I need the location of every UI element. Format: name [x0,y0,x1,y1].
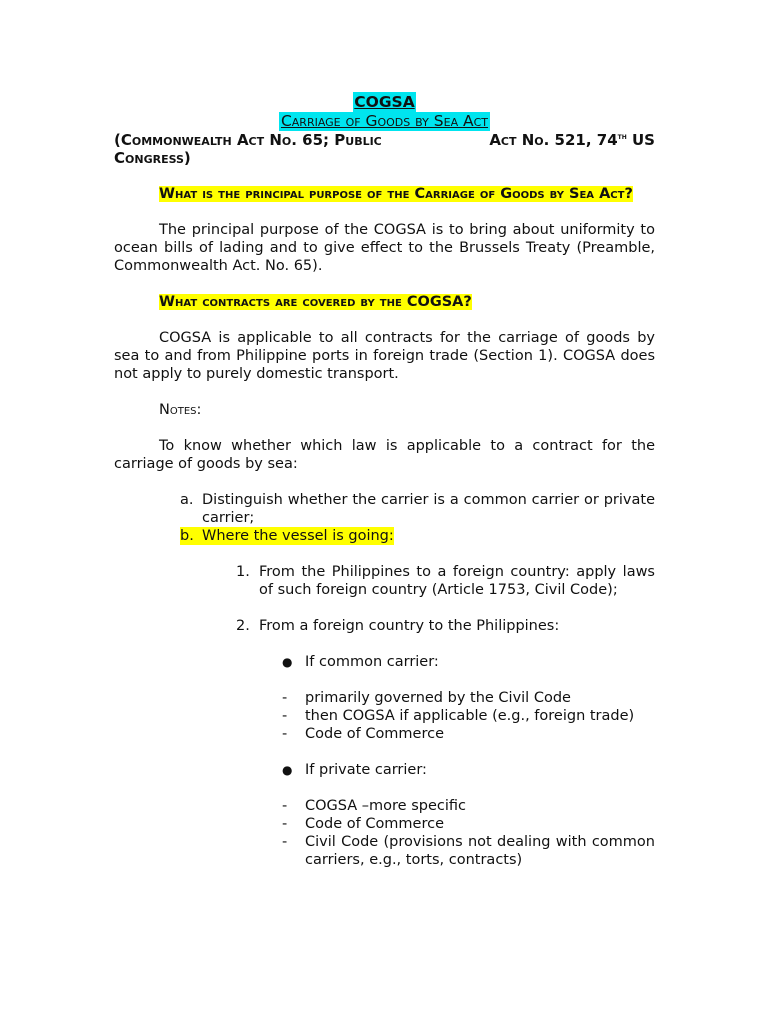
bullet-common-carrier [282,653,655,671]
answer-purpose: The principal purpose of the COGSA is to bring about uniformity to ocean bills of lading and to give effect to the Brussels Treaty (Preamble, Commonwealth Act. No. 65). [114,222,655,274]
list-item [236,563,655,599]
list-text: Distinguish whether the carrier is a common carrier or private carrier; [202,492,655,526]
answer-coverage: COGSA is applicable to all contracts for the carriage of goods by sea to and from Philippine ports in foreign trade (Section 1). COGSA does not apply to purely domestic transport. [114,330,655,382]
list-item [282,653,655,671]
list-item [282,761,655,779]
document-page [114,92,655,869]
list-text: then COGSA if applicable (e.g., foreign trade) [305,708,635,724]
act-reference-line2: Congress) [114,149,191,167]
act-reference-right [489,131,655,149]
list-marker: a. [180,492,194,508]
question-coverage [114,293,655,311]
list-marker: 2. [236,618,250,634]
notes-intro: To know whether which law is applicable to a contract for the carriage of goods by sea: [114,438,655,472]
list-text: Civil Code (provisions not dealing with common carriers, e.g., torts, contracts) [305,834,655,868]
question-purpose-text: What is the principal purpose of the Carriage of Goods by Sea Act? [159,186,633,202]
act-country: US [626,131,655,149]
dash-marker: - [282,690,288,706]
bullet-icon: ● [282,655,293,669]
list-item [180,527,655,545]
list-text: If private carrier: [305,762,427,778]
list-text: Code of Commerce [305,726,445,742]
question-coverage-text: What contracts are covered by the COGSA? [159,294,472,310]
bullet-private-carrier [282,761,655,779]
question-purpose [114,185,655,203]
list-item [282,725,655,743]
list-item [282,797,655,815]
list-item [236,617,655,635]
list-text: From the Philippines to a foreign country: apply laws of such foreign country (Article 1753, Civil Code); [259,564,655,598]
act-superscript: th [617,132,627,141]
act-reference [114,131,655,149]
list-text: Where the vessel is going: [202,528,394,544]
list-text: If common carrier: [305,654,439,670]
bullet-icon: ● [282,763,293,777]
title-row [114,92,655,112]
list-text: primarily governed by the Civil Code [305,690,571,706]
private-carrier-laws [282,797,655,869]
list-marker: 1. [236,564,250,580]
list-item-highlight [180,527,394,545]
list-item [180,491,655,527]
alpha-list [180,491,655,545]
dash-marker: - [282,798,288,814]
dash-marker: - [282,834,288,850]
document-title: COGSA [354,93,415,111]
dash-marker: - [282,816,288,832]
list-text: COGSA –more specific [305,798,466,814]
document-subtitle: Carriage of Goods by Sea Act [280,112,489,130]
dash-marker: - [282,726,288,742]
common-carrier-laws [282,689,655,743]
subtitle-row [114,112,655,131]
list-item [282,815,655,833]
list-item [282,833,655,869]
list-text: From a foreign country to the Philippines: [259,618,560,634]
notes-label: Notes: [159,402,202,418]
numbered-list [236,563,655,635]
list-item [282,689,655,707]
dash-marker: - [282,708,288,724]
list-text: Code of Commerce [305,816,445,832]
list-item [282,707,655,725]
act-reference-left: (Commonwealth Act No. 65; Public [114,131,382,149]
act-number: Act No. 521, 74 [489,131,618,149]
list-marker: b. [180,528,194,544]
